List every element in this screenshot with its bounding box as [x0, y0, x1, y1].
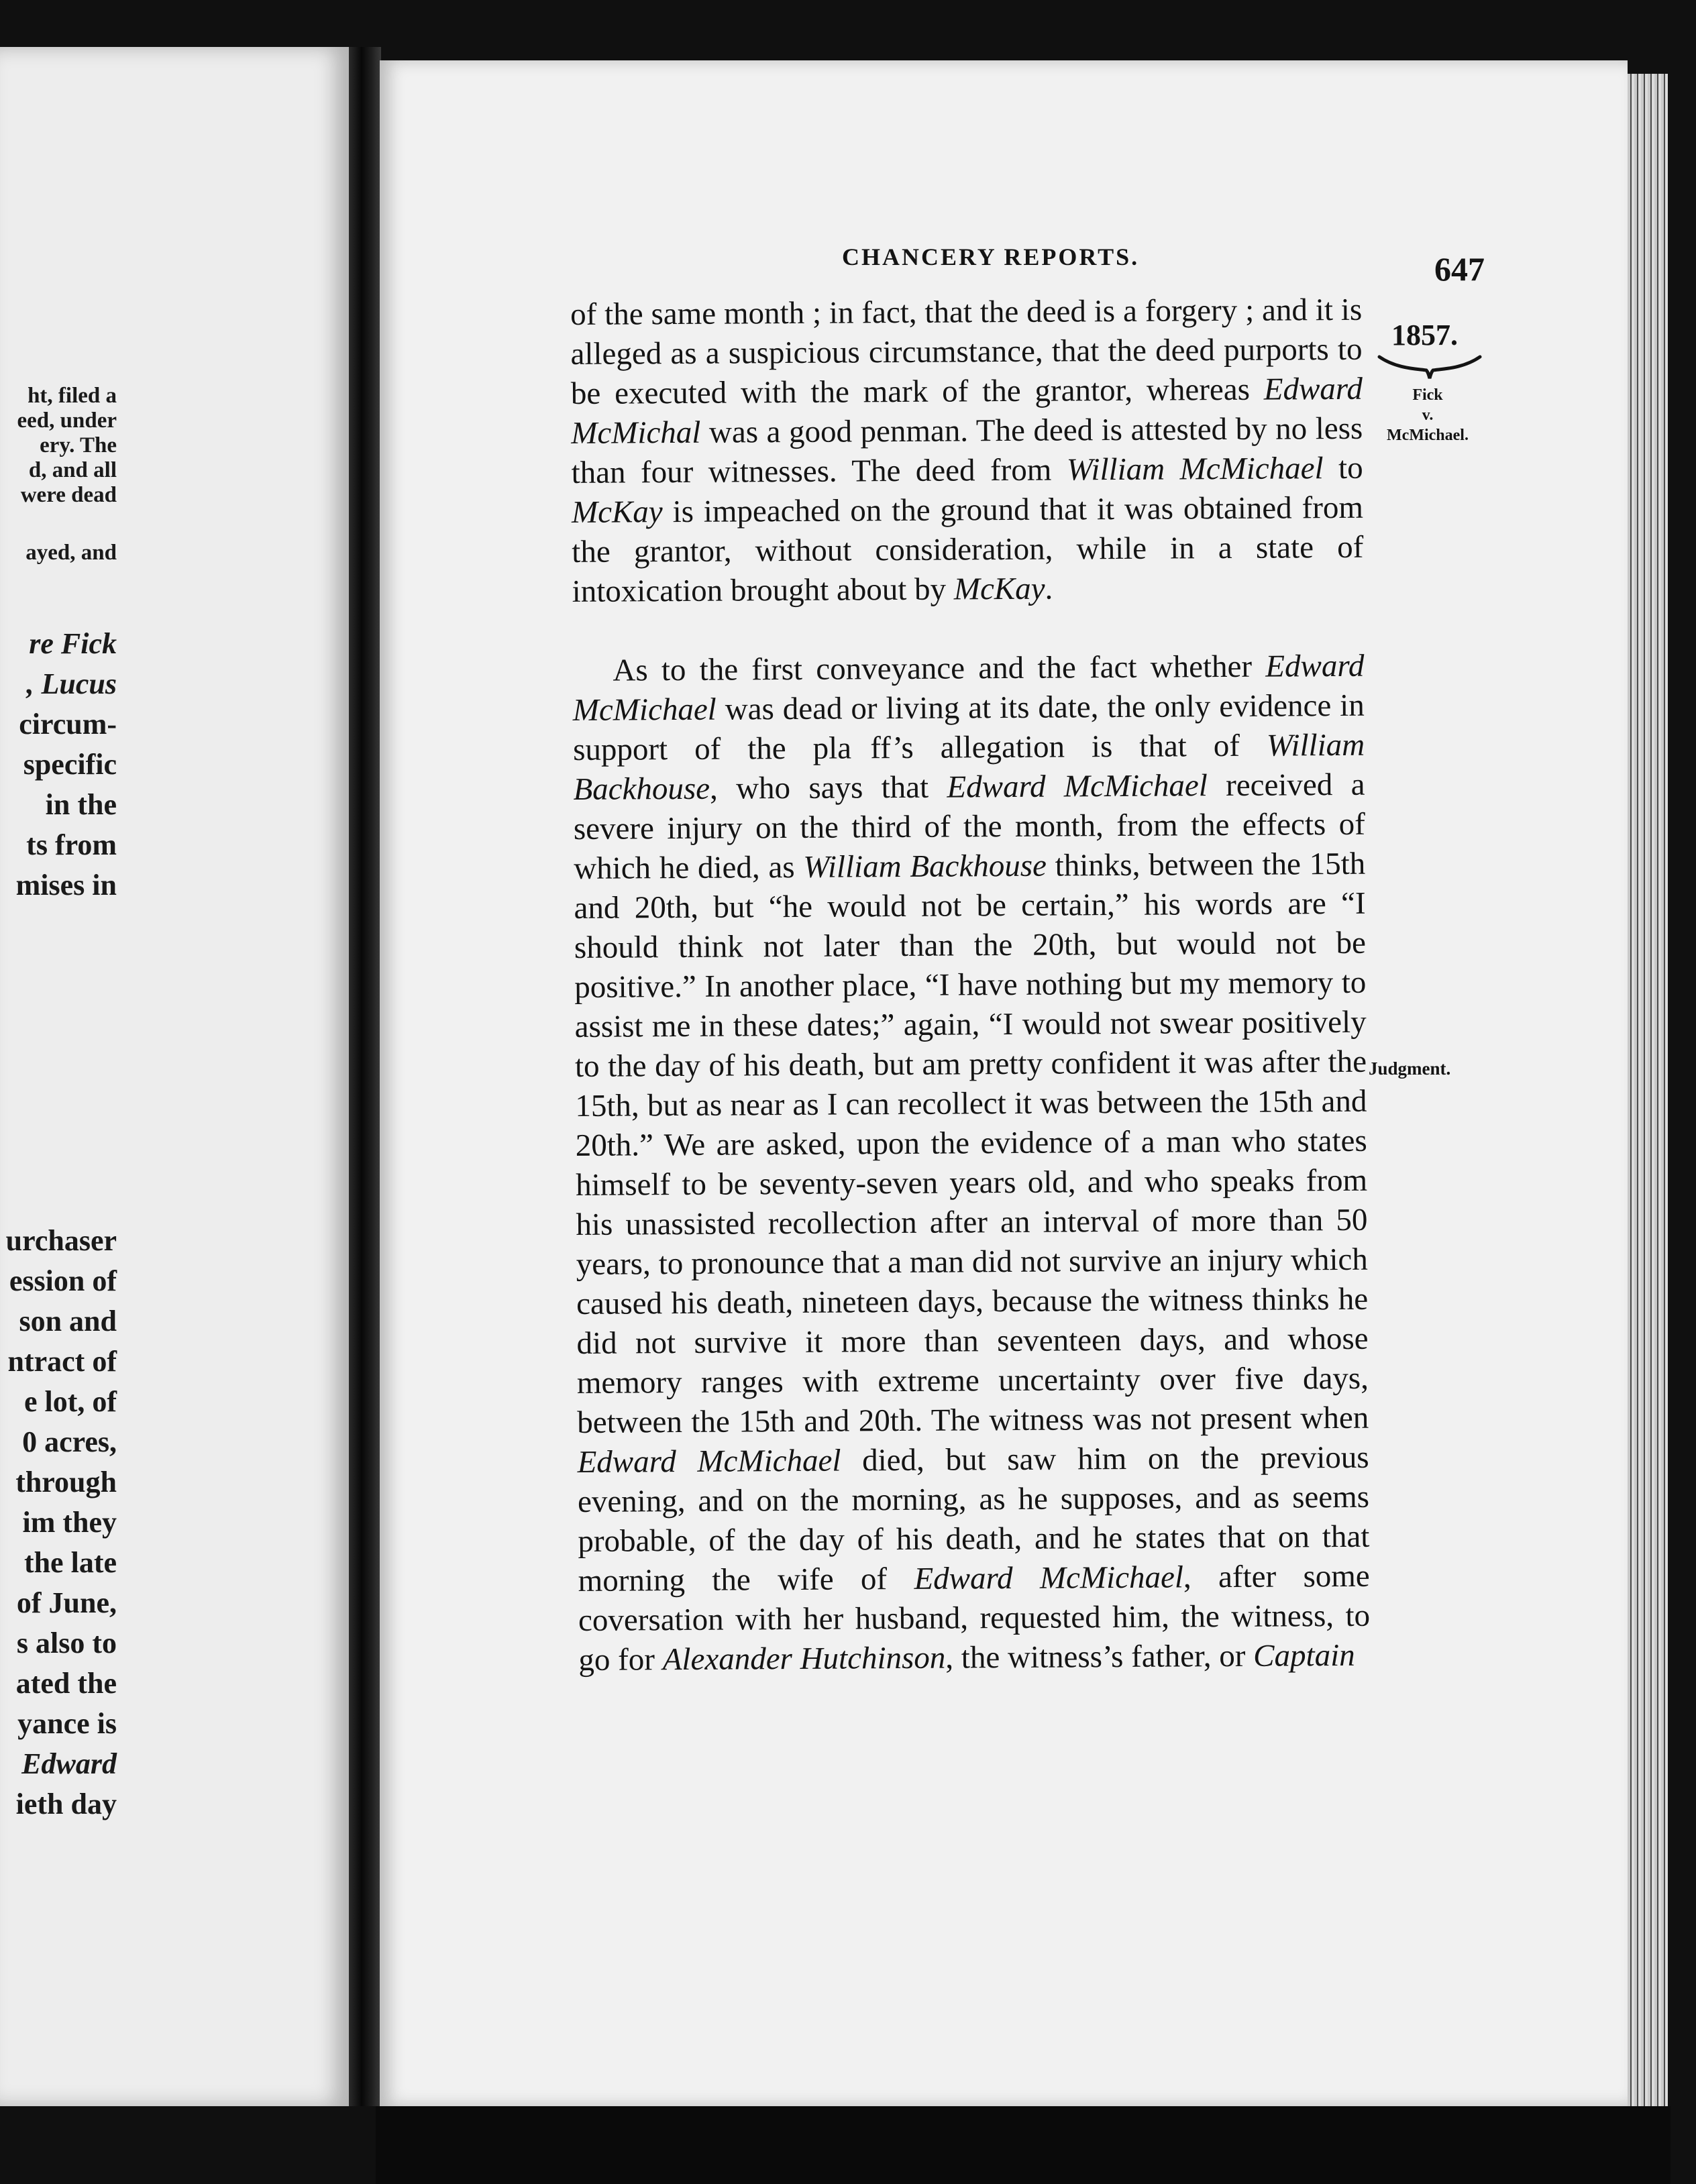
paragraph-2: [572, 647, 1370, 1680]
brace-icon: [1377, 353, 1483, 380]
left-page-text-fragment: in the: [45, 788, 117, 821]
case-versus: v.: [1422, 406, 1434, 424]
paragraph-1: [570, 290, 1364, 612]
text-run: of the same month ; in fact, that the deed is a forgery ; and it is alleged as a suspicious circumstance, that the deed purports to be executed with the mark of the grantor, whereas: [570, 292, 1363, 411]
left-page-text-fragment: im they: [22, 1506, 117, 1539]
left-page-text-fragment: 0 acres,: [22, 1425, 117, 1458]
left-page-text-fragment: , Lucus: [26, 667, 117, 700]
italic-name: Alexander Hutchinson: [662, 1640, 946, 1678]
case-party-1: Fick: [1412, 386, 1443, 404]
text-run: As to the first conveyance and the fact whether: [613, 649, 1266, 688]
book-gutter: [349, 47, 381, 2106]
left-page-text-fragment: eed, under: [17, 408, 117, 433]
left-page-text-fragment: son and: [19, 1305, 117, 1337]
page-number: 647: [1434, 250, 1485, 288]
running-head: CHANCERY REPORTS.: [842, 243, 1140, 270]
left-page-text-fragment: Edward: [21, 1747, 117, 1780]
italic-name: McKay: [953, 571, 1045, 607]
italic-name: Edward McMichael: [572, 648, 1365, 728]
left-page-text-fragment: ession of: [9, 1264, 117, 1297]
left-page-text-fragment: ated the: [15, 1667, 117, 1700]
left-page-text-fragment: specific: [23, 748, 117, 781]
text-run: received a severe injury on the third of the month, from the effects of which he died, as: [573, 767, 1365, 886]
case-party-2: McMichael.: [1387, 427, 1469, 444]
text-run: , after some coversation with her husband, requested him, the witness, to go for: [578, 1558, 1371, 1678]
left-page-text-fragment: ht, filed a: [28, 384, 117, 408]
text-run: is impeached on the ground that it was obtained from the grantor, without consideration, while in a state of intoxication brought about by: [572, 490, 1364, 609]
left-page-text-fragment: re Fick: [29, 627, 117, 660]
left-page-text-fragment: through: [15, 1466, 117, 1498]
italic-name: Edward McMichael: [947, 768, 1208, 805]
left-page-text-fragment: circum-: [19, 708, 117, 741]
margin-judgment-note: Judgment.: [1369, 1058, 1451, 1079]
left-page-text-fragment: d, and all: [28, 458, 117, 482]
left-page-text-fragment: ayed, and: [25, 541, 117, 565]
italic-name: William Backhouse: [573, 727, 1365, 807]
italic-name: Edward McMichal: [571, 371, 1363, 451]
text-run: .: [1045, 571, 1053, 606]
left-page-text-fragment: mises in: [15, 869, 117, 902]
left-page-text-fragment: ery. The: [40, 433, 117, 457]
text-run: thinks, between the 15th and 20th, but “he would not be certain,” his words are “I should think not later than the 20th, but would not be positive.” In another place, “I have nothing but my memory to assist me in these dates;” again, “I would not swear positively to the day of his death, but am pretty confident it was after the 15th, but as near as I can recollect it was between the 15th and 20th.” We are asked, upon the evidence of a man who states himself to be seventy-seven years old, and who speaks from his unassisted recollection after an interval of more than 50 years, to pronounce that a man did not survive an injury which caused his death, nineteen days, because the witness thinks he did not survive it more than seventeen days, and whose memory ranges with extreme uncertainty over five days, between the 15th and 20th. The witness was not present when: [574, 846, 1369, 1440]
text-run: was dead or living at its date, the only evidence in support of the pla ff’s allegation is that of: [572, 688, 1365, 767]
text-run: , who says that: [709, 769, 947, 806]
italic-name: Edward McMichael: [914, 1560, 1184, 1596]
text-run: was a good penman. The deed is attested by no less than four witnesses. The deed from: [571, 411, 1363, 490]
left-page-text-fragment: ieth day: [15, 1788, 117, 1820]
margin-year: 1857.: [1391, 319, 1458, 351]
left-page: [0, 47, 349, 2106]
left-page-text-fragment: yance is: [17, 1707, 117, 1740]
italic-name: William McMichael: [1066, 451, 1324, 488]
italic-name: Captain: [1253, 1637, 1355, 1674]
margin-case-name: [1367, 385, 1488, 445]
italic-name: William Backhouse: [803, 848, 1047, 885]
body-text: [570, 290, 1371, 1680]
left-page-text-fragment: urchaser: [5, 1224, 117, 1257]
left-page-text-fragment: ntract of: [7, 1345, 117, 1378]
left-page-text-fragment: of June,: [16, 1586, 117, 1619]
left-page-text-fragment: the late: [23, 1546, 117, 1579]
left-page-text-fragment: s also to: [16, 1627, 117, 1659]
italic-name: Edward McMichael: [577, 1443, 841, 1480]
text-run: to: [1323, 450, 1363, 486]
left-page-text-fragment: ts from: [26, 828, 117, 861]
left-page-text-fragment: were dead: [20, 483, 117, 507]
bottom-shadow: [376, 2106, 1671, 2184]
left-page-text-fragment: e lot, of: [23, 1385, 117, 1418]
text-run: died, but saw him on the previous evening, and on the morning, as he supposes, and as seems probable, of the day of his death, and he states that on that morning the wife of: [577, 1439, 1370, 1598]
italic-name: McKay: [571, 494, 663, 530]
text-run: , the witness’s father, or: [945, 1638, 1254, 1676]
page-edges: [1628, 74, 1668, 2106]
